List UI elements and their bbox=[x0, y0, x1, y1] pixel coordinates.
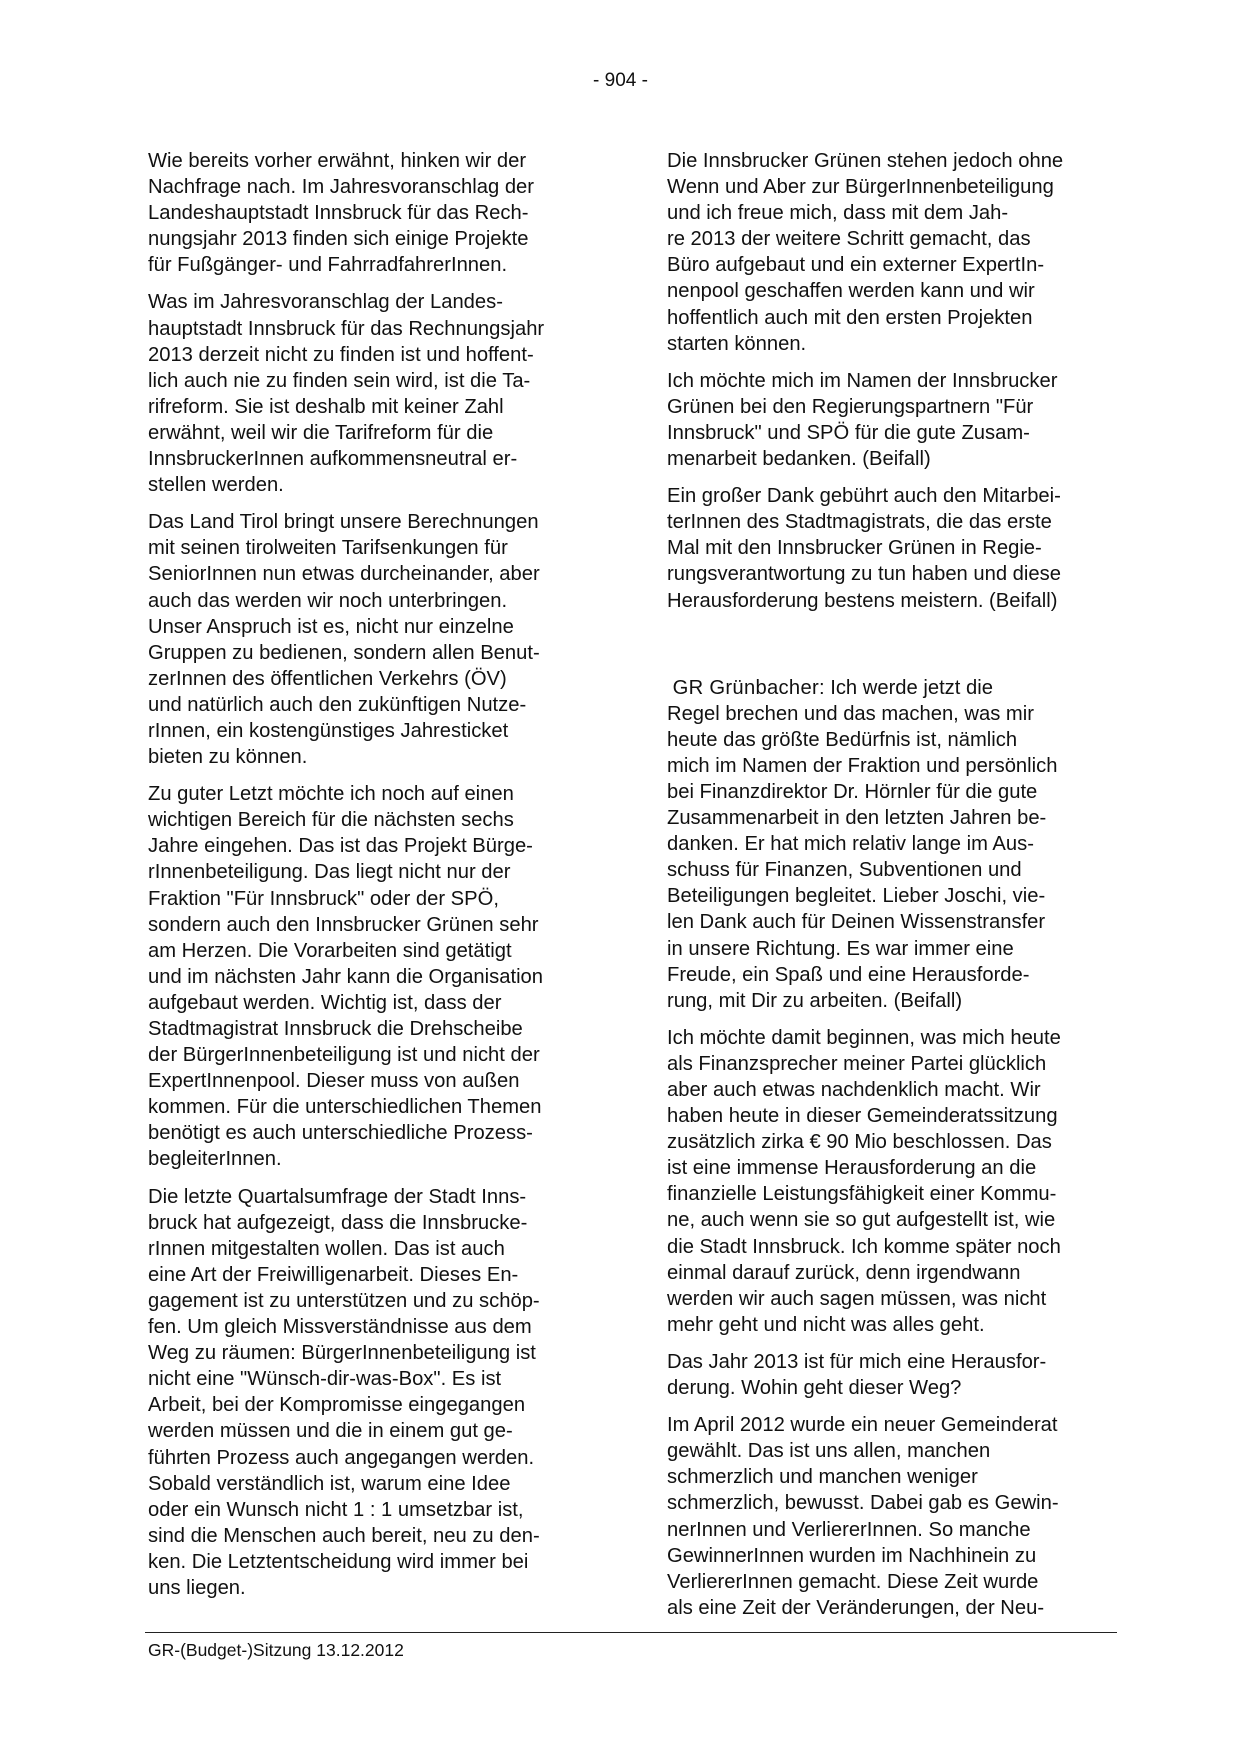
paragraph: Im April 2012 wurde ein neuer Gemeinderat gewählt. Das ist uns allen, manchen schmerzlich und manchen weniger schmerzlich, bewusst. Dabei gab es Gewin- nerInnen und VerliererInnen. So manche GewinnerInnen wurden im Nachhinein zu VerliererInnen gemacht. Diese Zeit wurde als eine Zeit der Veränderungen, der Neu- bbox=[667, 1414, 1059, 1619]
speaker-name: GR Grünbacher bbox=[672, 676, 820, 699]
paragraph: Ich möchte mich im Namen der Innsbrucker Grünen bei den Regierungspartnern "Für Innsbruck" und SPÖ für die gute Zusam- menarbeit bedanken. (Beifall) bbox=[667, 369, 1058, 471]
speaker-paragraph bbox=[667, 675, 1127, 1014]
paragraph: Ein großer Dank gebührt auch den Mitarbei- terInnen des Stadtmagistrats, die das erste Mal mit den Innsbrucker Grünen in Regie- rungsverantwortung zu tun haben und diese Herausforderung bestens meistern. (Beifall) bbox=[667, 485, 1061, 612]
paragraph: Das Jahr 2013 ist für mich eine Herausfor- derung. Wohin geht dieser Weg? bbox=[667, 1350, 1047, 1400]
paragraph: Wie bereits vorher erwähnt, hinken wir der Nachfrage nach. Im Jahresvoranschlag der Landeshauptstadt Innsbruck für das Rech- nungsjahr 2013 finden sich einige Projekte für Fußgänger- und FahrradfahrerInnen. bbox=[148, 150, 535, 277]
left-column bbox=[148, 148, 600, 1612]
speaker-text: : Ich werde jetzt die Regel brechen und das machen, was mir heute das größte Bedürfnis ist, nämlich mich im Namen der Fraktion und persönlich bei Finanzdirektor Dr. Hörnler für die gute Zusammenarbeit in den letzten Jahren be- danken. Er hat mich relativ lange im Aus- schuss für Finanzen, Subventionen und Beteiligungen begleitet. Lieber Joschi, vie- len Dank auch für Deinen Wissenstransfer in unsere Richtung. Es war immer eine Freude, ein Spaß und eine Herausforde- rung, mit Dir zu arbeiten. (Beifall) bbox=[667, 676, 1058, 1012]
section-gap bbox=[667, 625, 1127, 675]
paragraph: Das Land Tirol bringt unsere Berechnungen mit seinen tirolweiten Tarifsenkungen für SeniorInnen nun etwas durcheinander, aber auch das werden wir noch unterbringen. Unser Anspruch ist es, nicht nur einzelne Gruppen zu bedienen, sondern allen Benut- zerInnen des öffentlichen Verkehrs (ÖV) und natürlich auch den zukünftigen Nutze- rInnen, ein kostengünstiges Jahresticket bieten zu können. bbox=[148, 511, 540, 769]
paragraph: Die Innsbrucker Grünen stehen jedoch ohne Wenn und Aber zur BürgerInnenbeteiligung und ich freue mich, dass mit dem Jah- re 2013 der weitere Schritt gemacht, das Büro aufgebaut und ein externer ExpertIn- nenpool geschaffen werden kann und wir hoffentlich auch mit den ersten Projekten starten können. bbox=[667, 150, 1064, 355]
paragraph: Ich möchte damit beginnen, was mich heute als Finanzsprecher meiner Partei glücklich aber auch etwas nachdenklich macht. Wir haben heute in dieser Gemeinderatssitzung zusätzlich zirka € 90 Mio beschlossen. Das ist eine immense Herausforderung an die finanzielle Leistungsfähigkeit einer Kommu- ne, auch wenn sie so gut aufgestellt ist, wie die Stadt Innsbruck. Ich komme später noch einmal darauf zurück, denn irgendwann werden wir auch sagen müssen, was nicht mehr geht und nicht was alles geht. bbox=[667, 1026, 1061, 1336]
page-number: - 904 - bbox=[593, 70, 648, 91]
paragraph: Zu guter Letzt möchte ich noch auf einen wichtigen Bereich für die nächsten sechs Jahre eingehen. Das ist das Projekt Bürge- rInnenbeteiligung. Das liegt nicht nur der Fraktion "Für Innsbruck" oder der SPÖ, sondern auch den Innsbrucker Grünen sehr am Herzen. Die Vorarbeiten sind getätigt und im nächsten Jahr kann die Organisation aufgebaut werden. Wichtig ist, dass der Stadtmagistrat Innsbruck die Drehscheibe der BürgerInnenbeteiligung ist und nicht der ExpertInnenpool. Dieser muss von außen kommen. Für die unterschiedlichen Themen benötigt es auch unterschiedliche Prozess- begleiterInnen. bbox=[148, 783, 544, 1171]
paragraph: Was im Jahresvoranschlag der Landes- hauptstadt Innsbruck für das Rechnungsjahr 2013 derzeit nicht zu finden ist und hoffent- lich auch nie zu finden sein wird, ist die Ta- rifreform. Sie ist deshalb mit keiner Zahl erwähnt, weil wir die Tarifreform für die InnsbruckerInnen aufkommensneutral er- stellen werden. bbox=[148, 291, 545, 497]
footer-divider bbox=[145, 1632, 1117, 1633]
right-column bbox=[667, 148, 1127, 1632]
paragraph: Die letzte Quartalsumfrage der Stadt Inns- bruck hat aufgezeigt, dass die Innsbrucke- rInnen mitgestalten wollen. Das ist auch eine Art der Freiwilligenarbeit. Dieses En- gagement ist zu unterstützen und zu schöp- fen. Um gleich Missverständnisse aus dem Weg zu räumen: BürgerInnenbeteiligung ist nicht eine "Wünsch-dir-was-Box". Es ist Arbeit, bei der Kompromisse eingegangen werden müssen und die in einem gut ge- führten Prozess auch angegangen werden. Sobald verständlich ist, warum eine Idee oder ein Wunsch nicht 1 : 1 umsetzbar ist, sind die Menschen auch bereit, neu zu den- ken. Die Letztentscheidung wird immer bei uns liegen. bbox=[148, 1185, 540, 1599]
footer-session-label: GR-(Budget-)Sitzung 13.12.2012 bbox=[148, 1640, 404, 1660]
